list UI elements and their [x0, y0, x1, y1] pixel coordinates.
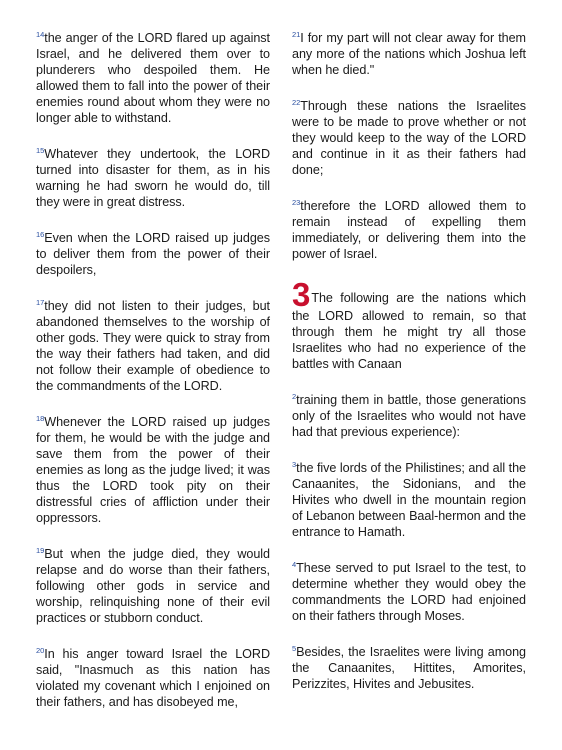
chapter-3-verse-1	[292, 276, 526, 372]
verse-number: 2	[292, 391, 297, 401]
verse-text: In his anger toward Israel the LORD said, "Inasmuch as this nation has violated my covenant which I enjoined on their fathers, and has disobeyed me,	[36, 647, 270, 709]
verse-number: 20	[36, 645, 45, 655]
verse-number: 18	[36, 413, 45, 423]
verse-17	[36, 298, 270, 394]
verse-text: the five lords of the Philistines; and all the Canaanites, the Sidonians, and the Hivites who dwell in the mountain region of Lebanon between Baal-hermon and the entrance to Hamath.	[292, 461, 526, 539]
verse-number: 4	[292, 559, 297, 569]
verse-text: Whatever they undertook, the LORD turned into disaster for them, as in his warning he had sworn he would do, till they were in great distress.	[36, 147, 270, 209]
verse-23	[292, 198, 526, 262]
verse-text: Even when the LORD raised up judges to deliver them from the power of their despoilers,	[36, 231, 270, 277]
verse-text: But when the judge died, they would relapse and do worse than their fathers, following other gods in service and worship, relinquishing none of their evil practices or stubborn conduct.	[36, 547, 270, 625]
verse-number: 3	[292, 459, 297, 469]
verse-number: 16	[36, 229, 45, 239]
verse-text: training them in battle, those generations only of the Israelites who would not have had that previous experience):	[292, 393, 526, 439]
verse-text: they did not listen to their judges, but abandoned themselves to the worship of other gods. They were quick to stray from the way their fathers had taken, and did not follow their example of obedience to the commandments of the LORD.	[36, 299, 270, 393]
verse-number: 17	[36, 297, 45, 307]
verse-21	[292, 30, 526, 78]
verse-text: These served to put Israel to the test, to determine whether they would obey the commandments the LORD had enjoined on their fathers through Moses.	[292, 561, 526, 623]
verse-20	[36, 646, 270, 710]
verse-15	[36, 146, 270, 210]
left-column	[36, 30, 270, 730]
verse-text: Besides, the Israelites were living among the Canaanites, Hittites, Amorites, Perizzites, Hivites and Jebusites.	[292, 645, 526, 691]
verse-number: 23	[292, 197, 301, 207]
verse-text: therefore the LORD allowed them to remain instead of expelling them immediately, or delivering them into the power of Israel.	[292, 199, 526, 261]
verse-number: 19	[36, 545, 45, 555]
verse-5	[292, 644, 526, 692]
verse-text: the anger of the LORD flared up against Israel, and he delivered them over to plunderers who despoiled them. He allowed them to fall into the power of their enemies round about whom they were no longer able to withstand.	[36, 31, 270, 125]
verse-3	[292, 460, 526, 540]
verse-number: 14	[36, 29, 45, 39]
chapter-number: 3	[292, 276, 311, 313]
verse-4	[292, 560, 526, 624]
verse-text: I for my part will not clear away for them any more of the nations which Joshua left when he died."	[292, 31, 526, 77]
verse-text: The following are the nations which the LORD allowed to remain, so that through them he might try all those Israelites who had no experience of the battles with Canaan	[292, 291, 526, 371]
right-column	[292, 30, 526, 712]
verse-text: Through these nations the Israelites were to be made to prove whether or not they would keep to the way of the LORD and continue in it as their fathers had done;	[292, 99, 526, 177]
verse-number: 22	[292, 97, 301, 107]
verse-text: Whenever the LORD raised up judges for them, he would be with the judge and save them from the power of their enemies as long as the judge lived; it was thus the LORD took pity on their distressful cries of affliction under their oppressors.	[36, 415, 270, 525]
verse-14	[36, 30, 270, 126]
verse-number: 5	[292, 643, 297, 653]
verse-18	[36, 414, 270, 526]
verse-22	[292, 98, 526, 178]
verse-number: 15	[36, 145, 45, 155]
verse-16	[36, 230, 270, 278]
verse-number: 21	[292, 29, 301, 39]
verse-19	[36, 546, 270, 626]
verse-2	[292, 392, 526, 440]
